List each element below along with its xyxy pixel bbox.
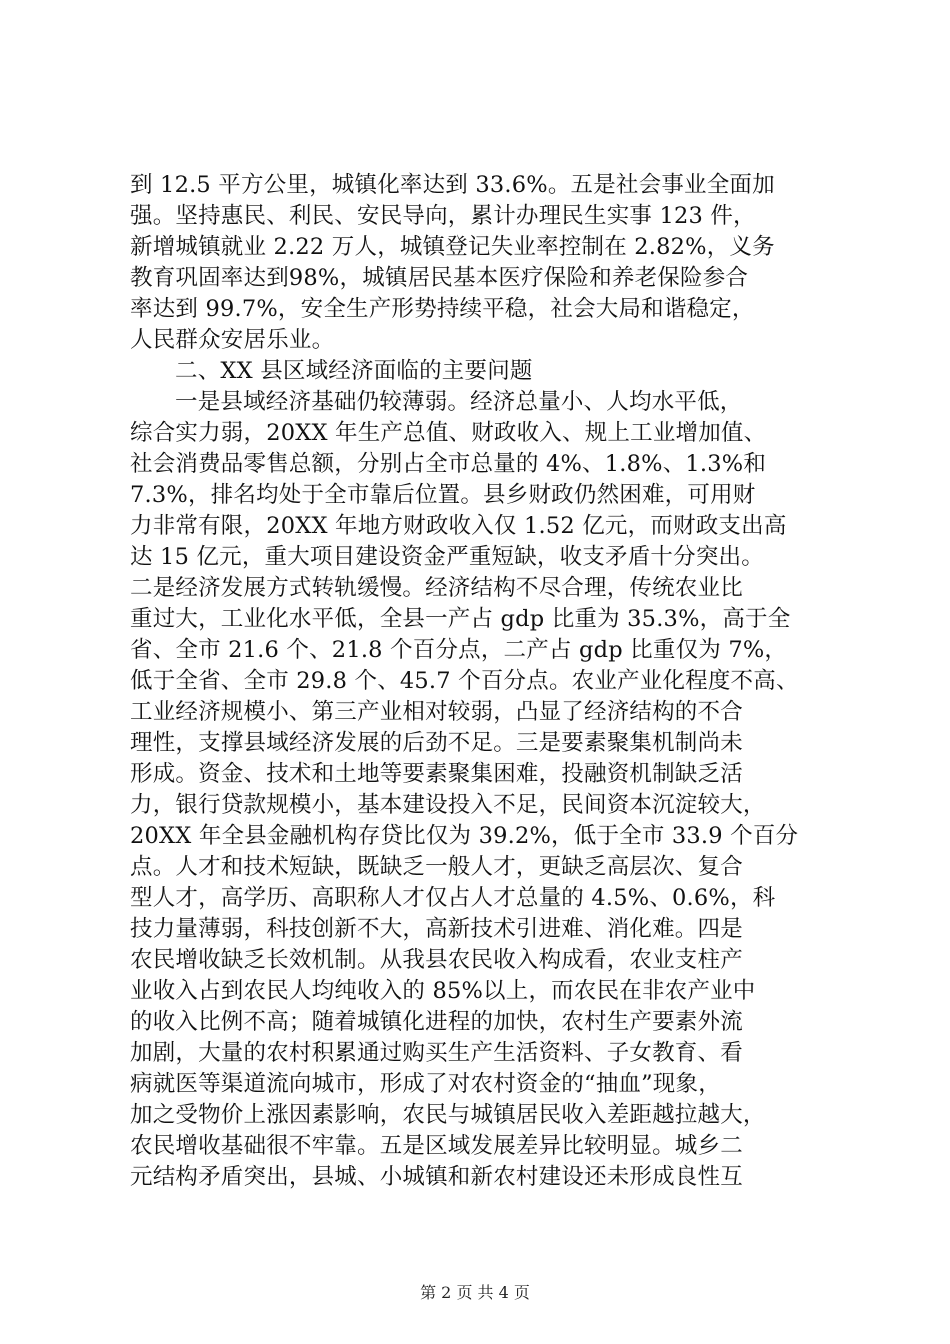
body-text-line: 达 15 亿元，重大项目建设资金严重短缺，收支矛盾十分突出。 (130, 544, 764, 570)
body-text-line: 一是县域经济基础仍较薄弱。经济总量小、人均水平低， (175, 389, 743, 415)
body-text-line: 加剧，大量的农村积累通过购买生产生活资料、子女教育、看 (130, 1040, 743, 1066)
body-text-line: 新增城镇就业 2.22 万人，城镇登记失业率控制在 2.82%，义务 (130, 234, 775, 260)
body-text-line: 农民增收基础很不牢靠。五是区域发展差异比较明显。城乡二 (130, 1133, 743, 1159)
body-text-line: 力，银行贷款规模小，基本建设投入不足，民间资本沉淀较大， (130, 792, 766, 818)
body-text-line: 20XX 年全县金融机构存贷比仅为 39.2%，低于全市 33.9 个百分 (130, 823, 799, 849)
body-text-line: 点。人才和技术短缺，既缺乏一般人才，更缺乏高层次、复合 (130, 854, 743, 880)
body-text-line: 力非常有限，20XX 年地方财政收入仅 1.52 亿元，而财政支出高 (130, 513, 787, 539)
body-text-line: 业收入占到农民人均纯收入的 85%以上，而农民在非农产业中 (130, 978, 756, 1004)
body-text-line: 理性，支撑县域经济发展的后劲不足。三是要素聚集机制尚未 (130, 730, 743, 756)
body-text-line: 农民增收缺乏长效机制。从我县农民收入构成看，农业支柱产 (130, 947, 743, 973)
body-text-line: 强。坚持惠民、利民、安民导向，累计办理民生实事 123 件， (130, 203, 756, 229)
body-text-line: 工业经济规模小、第三产业相对较弱，凸显了经济结构的不合 (130, 699, 743, 725)
body-text-line: 重过大，工业化水平低，全县一产占 gdp 比重为 35.3%，高于全 (130, 606, 791, 632)
body-text-line: 省、全市 21.6 个、21.8 个百分点，二产占 gdp 比重仅为 7%， (130, 637, 788, 663)
body-text-line: 社会消费品零售总额，分别占全市总量的 4%、1.8%、1.3%和 (130, 451, 767, 477)
body-text-line: 低于全省、全市 29.8 个、45.7 个百分点。农业产业化程度不高、 (130, 668, 799, 694)
body-text-line: 到 12.5 平方公里，城镇化率达到 33.6%。五是社会事业全面加 (130, 172, 775, 198)
body-text-line: 率达到 99.7%，安全生产形势持续平稳，社会大局和谐稳定， (130, 296, 755, 322)
body-text-line: 综合实力弱，20XX 年生产总值、财政收入、规上工业增加值、 (130, 420, 767, 446)
section-heading: 二、XX 县区域经济面临的主要问题 (175, 358, 533, 384)
body-text-line: 二是经济发展方式转轨缓慢。经济结构不尽合理，传统农业比 (130, 575, 743, 601)
body-text-line: 病就医等渠道流向城市，形成了对农村资金的“抽血”现象， (130, 1071, 721, 1097)
body-text-line: 形成。资金、技术和土地等要素聚集困难，投融资机制缺乏活 (130, 761, 743, 787)
body-text-line: 型人才，高学历、高职称人才仅占人才总量的 4.5%、0.6%，科 (130, 885, 776, 911)
body-text-line: 的收入比例不高；随着城镇化进程的加快，农村生产要素外流 (130, 1009, 743, 1035)
page-number-footer: 第 2 页 共 4 页 (420, 1283, 530, 1302)
body-text-line: 人民群众安居乐业。 (130, 327, 335, 353)
body-text-line: 元结构矛盾突出，县城、小城镇和新农村建设还未形成良性互 (130, 1164, 743, 1190)
body-text-line: 技力量薄弱，科技创新不大，高新技术引进难、消化难。四是 (130, 916, 743, 942)
body-text-line: 7.3%，排名均处于全市靠后位置。县乡财政仍然困难，可用财 (130, 482, 756, 508)
body-text-line: 加之受物价上涨因素影响，农民与城镇居民收入差距越拉越大， (130, 1102, 766, 1128)
body-text-line: 教育巩固率达到98%，城镇居民基本医疗保险和养老保险参合 (130, 265, 749, 291)
